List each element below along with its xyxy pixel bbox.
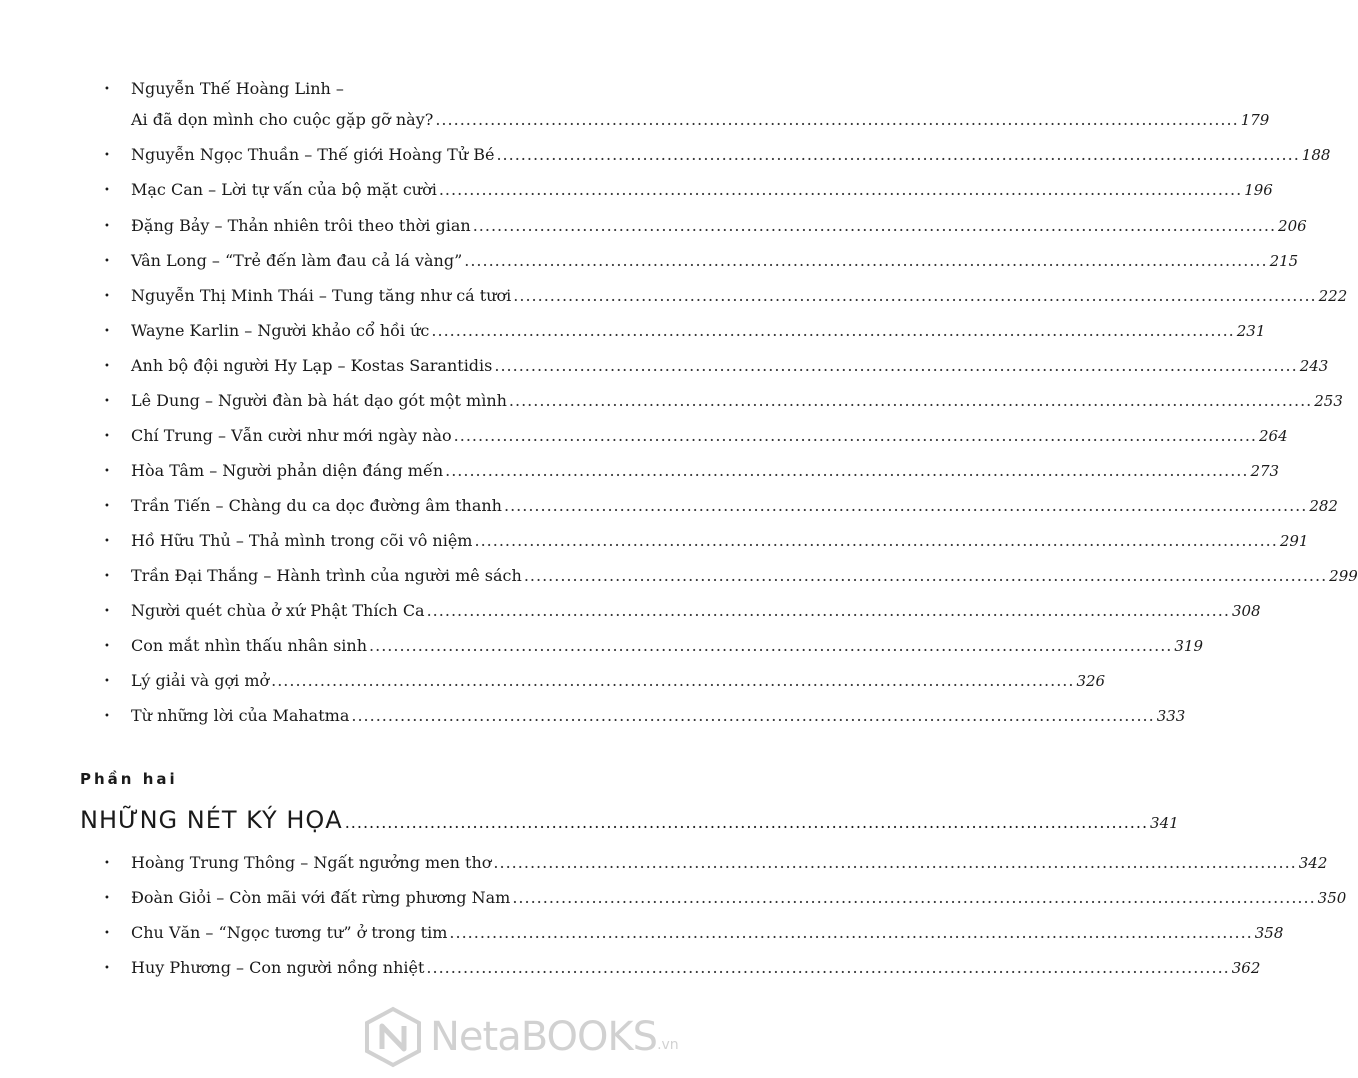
toc-page-number: 358 [1254, 924, 1284, 942]
bullet-icon: • [104, 150, 110, 161]
toc-page-number: 264 [1258, 427, 1288, 445]
toc-page-number: 308 [1231, 602, 1261, 620]
toc-entry[interactable] [104, 426, 1288, 449]
toc-page-number: 243 [1299, 357, 1329, 375]
watermark [362, 1002, 692, 1072]
toc-page-number: 222 [1318, 287, 1348, 305]
bullet-icon: • [104, 676, 110, 687]
leader-dots [435, 110, 1238, 130]
toc-page-number: 206 [1278, 217, 1307, 235]
toc-entry[interactable] [104, 356, 1329, 379]
bullet-icon: • [104, 893, 110, 904]
toc-entry-title: Người quét chùa ở xứ Phật Thích Ca [131, 601, 425, 620]
leader-dots [431, 321, 1234, 341]
bullet-icon: • [104, 963, 110, 974]
toc-entry-title: Anh bộ đội người Hy Lạp – Kostas Sarantidis [131, 356, 493, 375]
part-label: Phần hai [80, 770, 178, 788]
bullet-icon: • [104, 84, 110, 95]
toc-entry[interactable] [104, 706, 1186, 729]
bullet-icon: • [104, 326, 110, 337]
bullet-icon: • [104, 858, 110, 869]
bullet-icon: • [104, 185, 110, 196]
toc-entry-title: Mạc Can – Lời tự vấn của bộ mặt cười [131, 180, 437, 199]
bullet-icon: • [104, 711, 110, 722]
leader-dots [493, 853, 1296, 873]
leader-dots [496, 145, 1299, 165]
toc-entry[interactable] [104, 888, 1347, 911]
leader-dots [509, 391, 1312, 411]
bullet-icon: • [104, 501, 110, 512]
leader-dots [449, 923, 1252, 943]
bullet-icon: • [104, 641, 110, 652]
toc-page-number: 291 [1279, 532, 1309, 550]
toc-entry-title: Hồ Hữu Thủ – Thả mình trong cõi vô niệm [131, 531, 473, 550]
bullet-icon: • [104, 361, 110, 372]
toc-entry[interactable] [104, 180, 1273, 203]
toc-entry[interactable] [104, 923, 1284, 946]
toc-entry[interactable] [104, 321, 1266, 344]
toc-entry[interactable] [104, 958, 1261, 981]
leader-dots [439, 180, 1242, 200]
bullet-icon: • [104, 928, 110, 939]
leader-dots [464, 251, 1267, 271]
toc-entry[interactable] [104, 636, 1203, 659]
leader-dots [345, 813, 1148, 832]
toc-entry[interactable] [104, 216, 1307, 239]
toc-page-number: 188 [1301, 146, 1331, 164]
leader-dots [445, 461, 1248, 481]
bullet-icon: • [104, 431, 110, 442]
toc-entry-title: Đặng Bảy – Thản nhiên trôi theo thời gian [131, 216, 471, 235]
toc-entry-title: Con mắt nhìn thấu nhân sinh [131, 636, 368, 655]
toc-entry[interactable] [104, 566, 1358, 589]
bullet-icon: • [104, 606, 110, 617]
leader-dots [504, 496, 1307, 516]
bullet-icon: • [104, 256, 110, 267]
bullet-icon: • [104, 466, 110, 477]
toc-entry[interactable] [104, 601, 1261, 624]
toc-page-number: 253 [1314, 392, 1343, 410]
toc-entry-title: Lý giải và gợi mở [131, 671, 270, 690]
toc-page-number: 231 [1236, 322, 1266, 340]
toc-entry-title: Nguyễn Thị Minh Thái – Tung tăng như cá tươi [131, 286, 512, 305]
toc-page-number: 350 [1317, 889, 1347, 907]
bullet-icon: • [104, 571, 110, 582]
part-heading[interactable] [80, 806, 1179, 834]
toc-entry[interactable] [104, 853, 1328, 876]
netabooks-logo-icon [362, 1006, 424, 1068]
toc-entry-title: Nguyễn Ngọc Thuần – Thế giới Hoàng Tử Bé [131, 145, 495, 164]
toc-entry-title: Vân Long – “Trẻ đến làm đau cả lá vàng” [131, 251, 463, 270]
toc-page-number: 179 [1240, 111, 1270, 129]
bullet-icon: • [104, 291, 110, 302]
toc-entry-title: Hòa Tâm – Người phản diện đáng mến [131, 461, 444, 480]
toc-entry-title: Nguyễn Thế Hoàng Linh – [131, 79, 344, 98]
leader-dots [426, 958, 1229, 978]
toc-entry-title: Chí Trung – Vẫn cười như mới ngày nào [131, 426, 452, 445]
toc-entry[interactable] [104, 251, 1299, 274]
toc-entry-title: Huy Phương – Con người nồng nhiệt [131, 958, 425, 977]
toc-page-number: 273 [1250, 462, 1280, 480]
toc-page-number: 362 [1231, 959, 1261, 977]
toc-page-number: 299 [1329, 567, 1358, 585]
leader-dots [427, 601, 1230, 621]
leader-dots [351, 706, 1154, 726]
part-title: NHỮNG NÉT KÝ HỌA [80, 806, 343, 834]
toc-entry-title: Wayne Karlin – Người khảo cổ hồi ức [131, 321, 430, 340]
leader-dots [271, 671, 1074, 691]
toc-entry[interactable] [104, 671, 1106, 694]
toc-entry-title: Ai đã dọn mình cho cuộc gặp gỡ này? [131, 110, 434, 129]
bullet-icon: • [104, 221, 110, 232]
toc-page-number: 341 [1150, 814, 1179, 832]
toc-page-number: 319 [1174, 637, 1203, 655]
toc-entry[interactable] [104, 531, 1309, 554]
leader-dots [524, 566, 1327, 586]
toc-entry-title: Từ những lời của Mahatma [131, 706, 350, 725]
toc-page-number: 196 [1244, 181, 1273, 199]
toc-page-number: 215 [1269, 252, 1299, 270]
toc-entry[interactable] [131, 110, 1270, 130]
watermark-brand: NetaBOOKS [430, 1014, 658, 1060]
toc-page-number: 333 [1156, 707, 1186, 725]
toc-entry-title: Chu Văn – “Ngọc tương tư” ở trong tim [131, 923, 448, 942]
toc-entry[interactable] [104, 145, 1331, 168]
leader-dots [512, 888, 1315, 908]
toc-entry[interactable] [104, 461, 1280, 484]
bullet-icon: • [104, 536, 110, 547]
bullet-icon: • [104, 396, 110, 407]
toc-entry[interactable] [104, 496, 1338, 519]
toc-entry-title: Hoàng Trung Thông – Ngất ngưởng men thơ [131, 853, 492, 872]
toc-entry-title: Trần Đại Thắng – Hành trình của người mê sách [131, 566, 522, 585]
leader-dots [369, 636, 1172, 656]
toc-entry[interactable] [104, 391, 1343, 414]
leader-dots [474, 531, 1277, 551]
toc-page-number: 282 [1309, 497, 1338, 515]
toc-entry-first-line [104, 79, 344, 102]
toc-entry-title: Trần Tiến – Chàng du ca dọc đường âm thanh [131, 496, 502, 515]
watermark-suffix: .vn [657, 1037, 679, 1053]
toc-entry-title: Đoàn Giỏi – Còn mãi với đất rừng phương Nam [131, 888, 511, 907]
toc-page-number: 342 [1298, 854, 1328, 872]
leader-dots [454, 426, 1257, 446]
toc-page-number: 326 [1076, 672, 1106, 690]
toc-entry[interactable] [104, 286, 1348, 309]
toc-entry-title: Lê Dung – Người đàn bà hát dạo gót một mình [131, 391, 507, 410]
leader-dots [513, 286, 1316, 306]
leader-dots [494, 356, 1297, 376]
leader-dots [473, 216, 1276, 236]
